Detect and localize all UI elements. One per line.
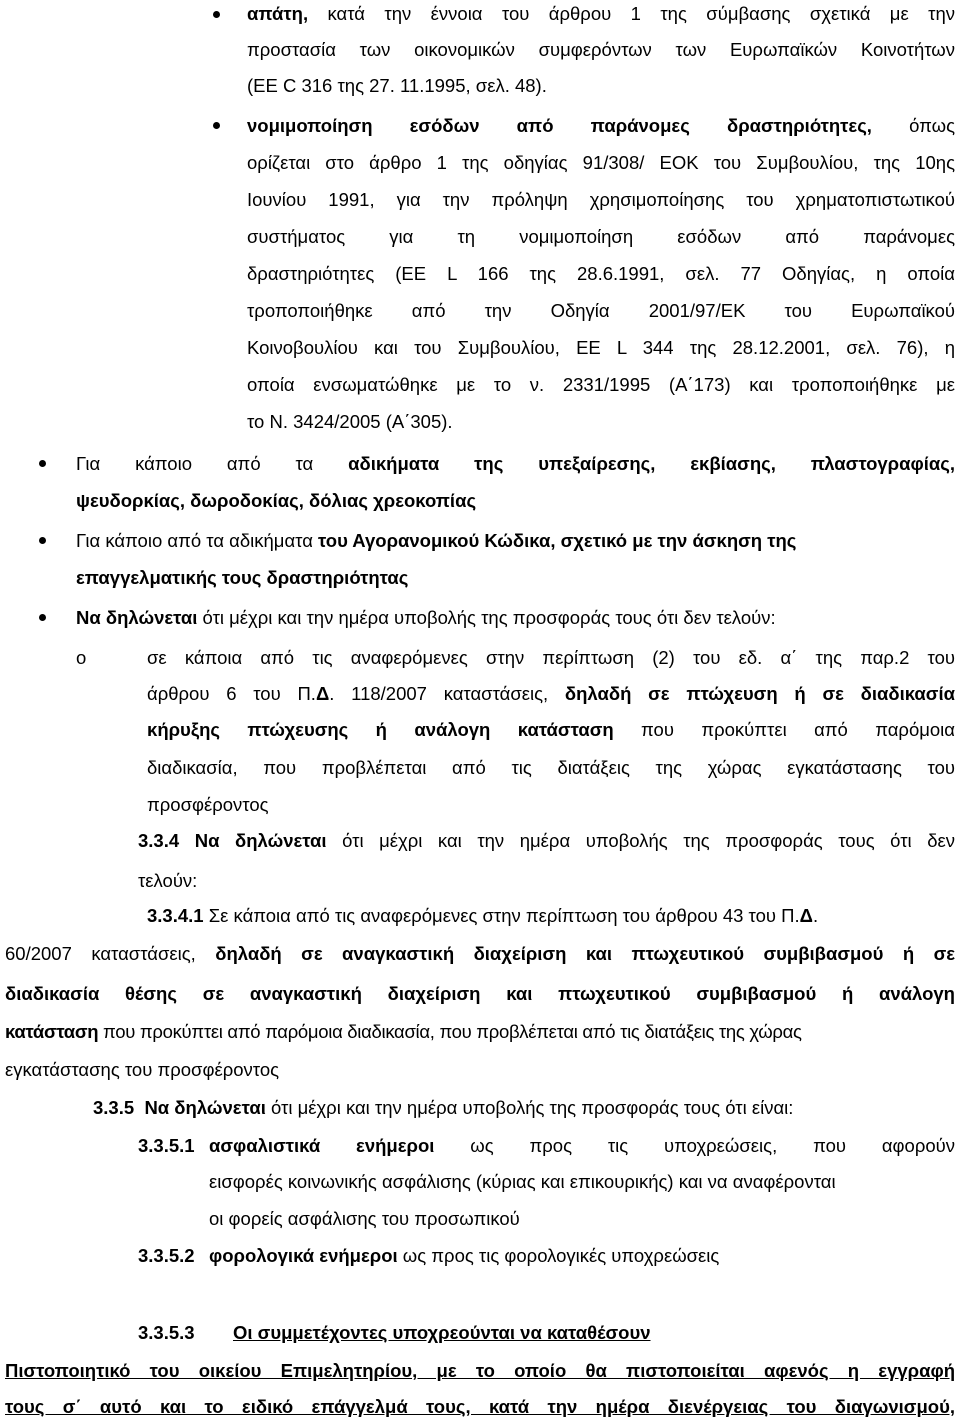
- s3341-text-e: που προκύπτει από παρόμοια διαδικασία, που προβλέπεται από τις διατάξεις της χώρας: [98, 1021, 802, 1042]
- sub-line-4: διαδικασία, που προβλέπεται από τις διατάξεις της χώρας εγκατάστασης του: [147, 757, 955, 778]
- s3341-text: Σε κάποια από τις αναφερόμενες στην περίπτωση του άρθρου 43 του Π.: [203, 905, 800, 926]
- b1-line-1: [247, 2, 955, 26]
- sub-term-2: κήρυξης πτώχευσης ή ανάλογη κατάσταση: [147, 719, 614, 740]
- sub-text-c: . 118/2007 καταστάσεις,: [329, 683, 565, 704]
- b3-line-1: [76, 452, 955, 476]
- b2-line-3: Ιουνίου 1991, για την πρόληψη χρησιμοποίησης του χρηματοπιστωτικού: [247, 189, 955, 210]
- s335-num: 3.3.5: [93, 1097, 135, 1118]
- b1-line-2: προστασία των οικονομικών συμφερόντων των Ευρωπαϊκών Κοινοτήτων: [247, 39, 955, 60]
- s335-text: ότι μέχρι και την ημέρα υποβολής της προσφοράς τους ότι είναι:: [265, 1097, 794, 1118]
- final-line-1: Πιστοποιητικό του οικείου Επιμελητηρίου, με το οποίο θα πιστοποιείται αφενός η εγγραφή: [5, 1360, 955, 1381]
- s3341-text-b: Δ: [799, 905, 813, 926]
- b4-text: Για κάποιο από τα αδικήματα: [76, 530, 319, 551]
- s3341-line-3: διαδικασία θέσης σε αναγκαστική διαχείριση και πτωχευτικού συμβιβασμού ή ανάλογη: [5, 983, 955, 1004]
- b4-line-1: [76, 529, 796, 553]
- b3-term: αδικήματα της υπεξαίρεσης, εκβίασης, πλαστογραφίας,: [348, 453, 955, 474]
- b2-line-9: το Ν. 3424/2005 (Α΄305).: [247, 411, 453, 432]
- b2-line-5: δραστηριότητες (ΕΕ L 166 της 28.6.1991, σελ. 77 Οδηγίας, η οποία: [247, 263, 955, 284]
- s334-text: ότι μέχρι και την ημέρα υποβολής της προσφοράς τους ότι δεν: [326, 830, 955, 851]
- b1-line-3: (ΕΕ C 316 της 27. 11.1995, σελ. 48).: [247, 75, 547, 96]
- s3341-line-4: [5, 1020, 802, 1044]
- sub-line-2: [147, 682, 955, 706]
- b2-line-8: οποία ενσωματώθηκε με το ν. 2331/1995 (Α΄173) και τροποποιήθηκε με: [247, 374, 955, 395]
- b3-line-2: ψευδορκίας, δωροδοκίας, δόλιας χρεοκοπίας: [76, 490, 477, 511]
- b4-line-2: επαγγελματικής τους δραστηριότητας: [76, 567, 409, 588]
- sub-text-d: που προκύπτει από παρόμοια: [613, 719, 955, 740]
- s3341-term-2: κατάσταση: [5, 1021, 99, 1042]
- sub-text-b: Δ: [315, 683, 330, 704]
- b2-line-7: Κοινοβουλίου και του Συμβουλίου, ΕΕ L 344 της 28.12.2001, σελ. 76), η: [247, 337, 955, 358]
- s3341-line-2: [5, 942, 955, 966]
- b3-text: Για κάποιο από τα: [76, 453, 349, 474]
- b2-line-6: τροποποιήθηκε από την Οδηγία 2001/97/ΕΚ του Ευρωπαϊκού: [247, 300, 955, 321]
- s3352-line-1: [209, 1244, 719, 1268]
- s334-term: Να δηλώνεται: [179, 830, 327, 851]
- s3351-line-1: [209, 1134, 955, 1158]
- s3341-line-5: εγκατάστασης του προσφέροντος: [5, 1059, 280, 1080]
- s3351-line-3: οι φορείς ασφάλισης του προσωπικού: [209, 1208, 520, 1229]
- b5-term: Να δηλώνεται: [76, 607, 198, 628]
- s3352-term: φορολογικά ενήμεροι: [209, 1245, 398, 1266]
- b5-text: ότι μέχρι και την ημέρα υποβολής της προσφοράς τους ότι δεν τελούν:: [197, 607, 776, 628]
- sub-marker: o: [76, 647, 87, 668]
- s3351-text: ως προς τις υποχρεώσεις, που αφορούν: [434, 1135, 955, 1156]
- b1-term: απάτη,: [247, 3, 309, 24]
- b2-line-4: συστήματος για τη νομιμοποίηση εσόδων από παράνομες: [247, 226, 955, 247]
- s334-line-2: τελούν:: [138, 870, 198, 891]
- b1-text: κατά την έννοια του άρθρου 1 της σύμβασης σχετικά με την: [308, 3, 955, 24]
- b2-text: όπως: [871, 115, 955, 136]
- s3341-text-d: 60/2007 καταστάσεις,: [5, 943, 216, 964]
- s3351-term: ασφαλιστικά ενήμεροι: [209, 1135, 435, 1156]
- s3352-text: ως προς τις φορολογικές υποχρεώσεις: [397, 1245, 720, 1266]
- s334-line-1: [138, 829, 955, 853]
- b2-line-1: [247, 114, 955, 138]
- bullet-dot: [39, 614, 46, 621]
- bullet-dot: [39, 460, 46, 467]
- s3341-text-c: .: [812, 905, 819, 926]
- s3353-num: 3.3.5.3: [138, 1322, 195, 1343]
- s335-term: Να δηλώνεται: [144, 1097, 266, 1118]
- s3341-num: 3.3.4.1: [147, 905, 204, 926]
- bullet-dot: [39, 537, 46, 544]
- final-line-2: τους σ΄ αυτό και το ειδικό επάγγελμά τους, κατά την ημέρα διενέργειας του διαγωνισμού,: [5, 1396, 955, 1417]
- s3351-line-2: εισφορές κοινωνικής ασφάλισης (κύριας και επικουρικής) και να αναφέρονται: [209, 1171, 836, 1192]
- s3351-num: 3.3.5.1: [138, 1135, 195, 1156]
- b4-term: του Αγορανομικού Κώδικα, σχετικό με την άσκηση της: [318, 530, 797, 551]
- s3341-line-1: [147, 904, 818, 928]
- sub-term: δηλαδή σε πτώχευση ή σε διαδικασία: [564, 683, 955, 704]
- bullet-dot: [213, 11, 220, 18]
- s334-num: 3.3.4: [138, 830, 180, 851]
- b5-line-1: [76, 606, 776, 630]
- s3341-term: δηλαδή σε αναγκαστική διαχείριση και πτωχευτικού συμβιβασμού ή σε: [215, 943, 956, 964]
- s335-line-1: [93, 1096, 793, 1120]
- sub-line-3: [147, 718, 955, 742]
- b2-line-2: ορίζεται στο άρθρο 1 της οδηγίας 91/308/ ΕΟΚ του Συμβουλίου, της 10ης: [247, 152, 955, 173]
- b2-term: νομιμοποίηση εσόδων από παράνομες δραστηριότητες,: [247, 115, 872, 136]
- sub-text-a: άρθρου 6 του Π.: [147, 683, 316, 704]
- s3353-heading: Οι συμμετέχοντες υποχρεούνται να καταθέσουν: [233, 1322, 651, 1343]
- sub-line-5: προσφέροντος: [147, 794, 269, 815]
- bullet-dot: [213, 122, 220, 129]
- sub-line-1: σε κάποια από τις αναφερόμενες στην περίπτωση (2) του εδ. α΄ της παρ.2 του: [147, 647, 955, 668]
- s3352-num: 3.3.5.2: [138, 1245, 195, 1266]
